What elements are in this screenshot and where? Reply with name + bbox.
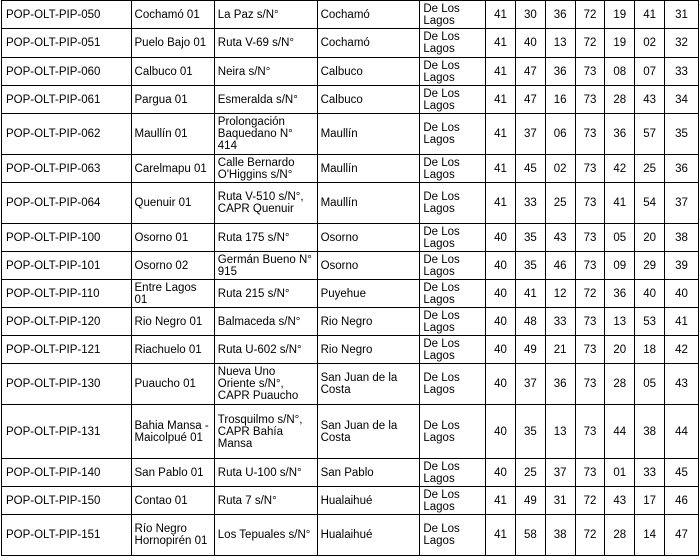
index-cell: 43	[665, 364, 699, 405]
lat-min-cell: 58	[515, 515, 545, 556]
lat-sec-cell: 36	[545, 58, 575, 86]
lon-deg-cell: 73	[575, 224, 605, 252]
lat-min-cell: 35	[515, 405, 545, 459]
lat-sec-cell: 02	[545, 155, 575, 183]
address-cell: Esmeralda s/N°	[214, 86, 317, 114]
site-name-cell: Osorno 02	[131, 252, 214, 280]
site-code-cell: POP-OLT-PIP-060	[2, 58, 132, 86]
lon-deg-cell: 72	[575, 1, 605, 29]
lat-sec-cell: 21	[545, 336, 575, 364]
site-code-cell: POP-OLT-PIP-061	[2, 86, 132, 114]
region-cell: De Los Lagos	[420, 183, 486, 224]
lon-sec-cell: 07	[635, 58, 665, 86]
index-cell: 32	[665, 29, 699, 58]
site-name-cell: Rio Negro 01	[131, 308, 214, 336]
lat-min-cell: 48	[515, 308, 545, 336]
commune-cell: Rio Negro	[317, 308, 420, 336]
lat-deg-cell: 41	[486, 487, 516, 515]
site-name-cell: Maullín 01	[131, 114, 214, 155]
lon-deg-cell: 73	[575, 155, 605, 183]
site-code-cell: POP-OLT-PIP-130	[2, 364, 132, 405]
lat-sec-cell: 16	[545, 86, 575, 114]
lat-min-cell: 25	[515, 459, 545, 487]
address-cell: Nueva Uno Oriente s/N°, CAPR Puaucho	[214, 364, 317, 405]
site-code-cell: POP-OLT-PIP-151	[2, 515, 132, 556]
commune-cell: Osorno	[317, 252, 420, 280]
lon-min-cell: 09	[605, 252, 635, 280]
site-code-cell: POP-OLT-PIP-131	[2, 405, 132, 459]
region-cell: De Los Lagos	[420, 155, 486, 183]
region-cell: De Los Lagos	[420, 405, 486, 459]
commune-cell: Maullín	[317, 114, 420, 155]
lat-min-cell: 30	[515, 1, 545, 29]
lat-sec-cell: 46	[545, 252, 575, 280]
lat-deg-cell: 41	[486, 515, 516, 556]
table-row	[2, 183, 699, 224]
site-name-cell: Quenuir 01	[131, 183, 214, 224]
commune-cell: Maullín	[317, 183, 420, 224]
index-cell: 35	[665, 114, 699, 155]
address-cell: Neira s/N°	[214, 58, 317, 86]
lat-min-cell: 49	[515, 336, 545, 364]
lat-min-cell: 47	[515, 58, 545, 86]
table-row	[2, 308, 699, 336]
table-row	[2, 487, 699, 515]
table-row	[2, 252, 699, 280]
lat-deg-cell: 40	[486, 459, 516, 487]
lon-min-cell: 20	[605, 336, 635, 364]
lat-min-cell: 41	[515, 280, 545, 308]
region-cell: De Los Lagos	[420, 459, 486, 487]
lat-deg-cell: 40	[486, 405, 516, 459]
lon-deg-cell: 72	[575, 280, 605, 308]
index-cell: 39	[665, 252, 699, 280]
address-cell: Los Tepuales s/N°	[214, 515, 317, 556]
table-row	[2, 336, 699, 364]
lon-min-cell: 44	[605, 405, 635, 459]
lon-sec-cell: 25	[635, 155, 665, 183]
lat-deg-cell: 40	[486, 280, 516, 308]
table-row	[2, 1, 699, 29]
lat-sec-cell: 38	[545, 515, 575, 556]
lon-deg-cell: 73	[575, 86, 605, 114]
index-cell: 38	[665, 224, 699, 252]
lat-min-cell: 33	[515, 183, 545, 224]
site-code-cell: POP-OLT-PIP-062	[2, 114, 132, 155]
site-code-cell: POP-OLT-PIP-101	[2, 252, 132, 280]
lon-sec-cell: 40	[635, 280, 665, 308]
site-name-cell: San Pablo 01	[131, 459, 214, 487]
lat-sec-cell: 33	[545, 308, 575, 336]
lon-deg-cell: 73	[575, 405, 605, 459]
lat-deg-cell: 41	[486, 29, 516, 58]
site-code-cell: POP-OLT-PIP-121	[2, 336, 132, 364]
lon-deg-cell: 73	[575, 114, 605, 155]
site-code-cell: POP-OLT-PIP-140	[2, 459, 132, 487]
lon-min-cell: 19	[605, 29, 635, 58]
lon-sec-cell: 38	[635, 405, 665, 459]
index-cell: 31	[665, 1, 699, 29]
commune-cell: Maullín	[317, 155, 420, 183]
sites-table	[1, 0, 699, 556]
lon-min-cell: 42	[605, 155, 635, 183]
index-cell: 40	[665, 280, 699, 308]
index-cell: 45	[665, 459, 699, 487]
lat-min-cell: 35	[515, 252, 545, 280]
table-row	[2, 86, 699, 114]
region-cell: De Los Lagos	[420, 224, 486, 252]
index-cell: 42	[665, 336, 699, 364]
site-name-cell: Entre Lagos 01	[131, 280, 214, 308]
commune-cell: Hualaihué	[317, 515, 420, 556]
site-name-cell: Contao 01	[131, 487, 214, 515]
lon-sec-cell: 54	[635, 183, 665, 224]
site-name-cell: Riachuelo 01	[131, 336, 214, 364]
lon-deg-cell: 73	[575, 459, 605, 487]
region-cell: De Los Lagos	[420, 114, 486, 155]
site-code-cell: POP-OLT-PIP-063	[2, 155, 132, 183]
lat-sec-cell: 36	[545, 364, 575, 405]
lon-sec-cell: 20	[635, 224, 665, 252]
lat-deg-cell: 40	[486, 364, 516, 405]
lon-min-cell: 01	[605, 459, 635, 487]
commune-cell: Cochamó	[317, 1, 420, 29]
lon-min-cell: 19	[605, 1, 635, 29]
lon-sec-cell: 18	[635, 336, 665, 364]
index-cell: 34	[665, 86, 699, 114]
lon-deg-cell: 73	[575, 364, 605, 405]
site-code-cell: POP-OLT-PIP-110	[2, 280, 132, 308]
index-cell: 33	[665, 58, 699, 86]
lat-deg-cell: 40	[486, 252, 516, 280]
lat-min-cell: 45	[515, 155, 545, 183]
table-row	[2, 224, 699, 252]
address-cell: Ruta 7 s/N°	[214, 487, 317, 515]
lat-min-cell: 47	[515, 86, 545, 114]
commune-cell: San Juan de la Costa	[317, 405, 420, 459]
address-cell: Trosquilmo s/N°, CAPR Bahía Mansa	[214, 405, 317, 459]
table-row	[2, 405, 699, 459]
lat-deg-cell: 41	[486, 58, 516, 86]
lat-min-cell: 35	[515, 224, 545, 252]
region-cell: De Los Lagos	[420, 515, 486, 556]
lon-sec-cell: 41	[635, 1, 665, 29]
index-cell: 41	[665, 308, 699, 336]
site-name-cell: Puelo Bajo 01	[131, 29, 214, 58]
region-cell: De Los Lagos	[420, 487, 486, 515]
table-row	[2, 280, 699, 308]
region-cell: De Los Lagos	[420, 308, 486, 336]
lon-sec-cell: 43	[635, 86, 665, 114]
commune-cell: Cochamó	[317, 29, 420, 58]
lon-min-cell: 43	[605, 487, 635, 515]
commune-cell: Osorno	[317, 224, 420, 252]
lon-min-cell: 28	[605, 364, 635, 405]
lon-sec-cell: 05	[635, 364, 665, 405]
index-cell: 46	[665, 487, 699, 515]
region-cell: De Los Lagos	[420, 364, 486, 405]
lon-sec-cell: 17	[635, 487, 665, 515]
lat-sec-cell: 12	[545, 280, 575, 308]
site-name-cell: Calbuco 01	[131, 58, 214, 86]
lat-deg-cell: 41	[486, 1, 516, 29]
lon-sec-cell: 02	[635, 29, 665, 58]
lat-sec-cell: 36	[545, 1, 575, 29]
lat-sec-cell: 06	[545, 114, 575, 155]
site-name-cell: Osorno 01	[131, 224, 214, 252]
site-name-cell: Carelmapu 01	[131, 155, 214, 183]
address-cell: Ruta 215 s/N°	[214, 280, 317, 308]
region-cell: De Los Lagos	[420, 58, 486, 86]
table-row	[2, 364, 699, 405]
lat-sec-cell: 37	[545, 459, 575, 487]
table-row	[2, 58, 699, 86]
lon-min-cell: 08	[605, 58, 635, 86]
commune-cell: Hualaihué	[317, 487, 420, 515]
region-cell: De Los Lagos	[420, 280, 486, 308]
lon-deg-cell: 72	[575, 487, 605, 515]
lat-sec-cell: 13	[545, 29, 575, 58]
table-row	[2, 515, 699, 556]
lon-deg-cell: 72	[575, 515, 605, 556]
address-cell: Prolongación Baquedano N° 414	[214, 114, 317, 155]
commune-cell: Calbuco	[317, 86, 420, 114]
table-row	[2, 459, 699, 487]
lon-deg-cell: 73	[575, 58, 605, 86]
lon-sec-cell: 29	[635, 252, 665, 280]
site-code-cell: POP-OLT-PIP-120	[2, 308, 132, 336]
lat-deg-cell: 41	[486, 86, 516, 114]
lon-sec-cell: 57	[635, 114, 665, 155]
address-cell: Calle Bernardo O'Higgins s/N°	[214, 155, 317, 183]
lon-min-cell: 28	[605, 515, 635, 556]
site-name-cell: Bahia Mansa - Maicolpué 01	[131, 405, 214, 459]
lat-deg-cell: 40	[486, 308, 516, 336]
lat-deg-cell: 40	[486, 224, 516, 252]
region-cell: De Los Lagos	[420, 252, 486, 280]
site-code-cell: POP-OLT-PIP-051	[2, 29, 132, 58]
address-cell: Ruta V-510 s/N°, CAPR Quenuir	[214, 183, 317, 224]
site-name-cell: Cochamó 01	[131, 1, 214, 29]
lon-min-cell: 05	[605, 224, 635, 252]
region-cell: De Los Lagos	[420, 1, 486, 29]
address-cell: Ruta 175 s/N°	[214, 224, 317, 252]
lat-sec-cell: 13	[545, 405, 575, 459]
commune-cell: Puyehue	[317, 280, 420, 308]
index-cell: 47	[665, 515, 699, 556]
region-cell: De Los Lagos	[420, 86, 486, 114]
site-code-cell: POP-OLT-PIP-100	[2, 224, 132, 252]
lon-deg-cell: 73	[575, 336, 605, 364]
commune-cell: San Pablo	[317, 459, 420, 487]
lon-sec-cell: 33	[635, 459, 665, 487]
site-code-cell: POP-OLT-PIP-064	[2, 183, 132, 224]
lon-sec-cell: 53	[635, 308, 665, 336]
lat-deg-cell: 41	[486, 114, 516, 155]
lat-deg-cell: 41	[486, 183, 516, 224]
lat-deg-cell: 40	[486, 336, 516, 364]
table-row	[2, 29, 699, 58]
lon-min-cell: 41	[605, 183, 635, 224]
index-cell: 37	[665, 183, 699, 224]
lat-sec-cell: 25	[545, 183, 575, 224]
address-cell: Ruta V-69 s/N°	[214, 29, 317, 58]
address-cell: La Paz s/N°	[214, 1, 317, 29]
lat-min-cell: 37	[515, 364, 545, 405]
site-code-cell: POP-OLT-PIP-150	[2, 487, 132, 515]
lon-deg-cell: 73	[575, 308, 605, 336]
address-cell: Ruta U-100 s/N°	[214, 459, 317, 487]
lon-min-cell: 28	[605, 86, 635, 114]
table-row	[2, 114, 699, 155]
lat-deg-cell: 41	[486, 155, 516, 183]
address-cell: Germán Bueno N° 915	[214, 252, 317, 280]
region-cell: De Los Lagos	[420, 336, 486, 364]
site-code-cell: POP-OLT-PIP-050	[2, 1, 132, 29]
address-cell: Ruta U-602 s/N°	[214, 336, 317, 364]
lon-deg-cell: 73	[575, 252, 605, 280]
site-name-cell: Río Negro Hornopirén 01	[131, 515, 214, 556]
lon-min-cell: 36	[605, 280, 635, 308]
site-name-cell: Puaucho 01	[131, 364, 214, 405]
region-cell: De Los Lagos	[420, 29, 486, 58]
index-cell: 36	[665, 155, 699, 183]
table-row	[2, 155, 699, 183]
commune-cell: San Juan de la Costa	[317, 364, 420, 405]
index-cell: 44	[665, 405, 699, 459]
lon-deg-cell: 73	[575, 183, 605, 224]
address-cell: Balmaceda s/N°	[214, 308, 317, 336]
lon-min-cell: 13	[605, 308, 635, 336]
lat-sec-cell: 43	[545, 224, 575, 252]
site-name-cell: Pargua 01	[131, 86, 214, 114]
lat-min-cell: 40	[515, 29, 545, 58]
commune-cell: Rio Negro	[317, 336, 420, 364]
commune-cell: Calbuco	[317, 58, 420, 86]
lon-deg-cell: 72	[575, 29, 605, 58]
lat-sec-cell: 31	[545, 487, 575, 515]
lon-sec-cell: 14	[635, 515, 665, 556]
lat-min-cell: 49	[515, 487, 545, 515]
lat-min-cell: 37	[515, 114, 545, 155]
lon-min-cell: 36	[605, 114, 635, 155]
